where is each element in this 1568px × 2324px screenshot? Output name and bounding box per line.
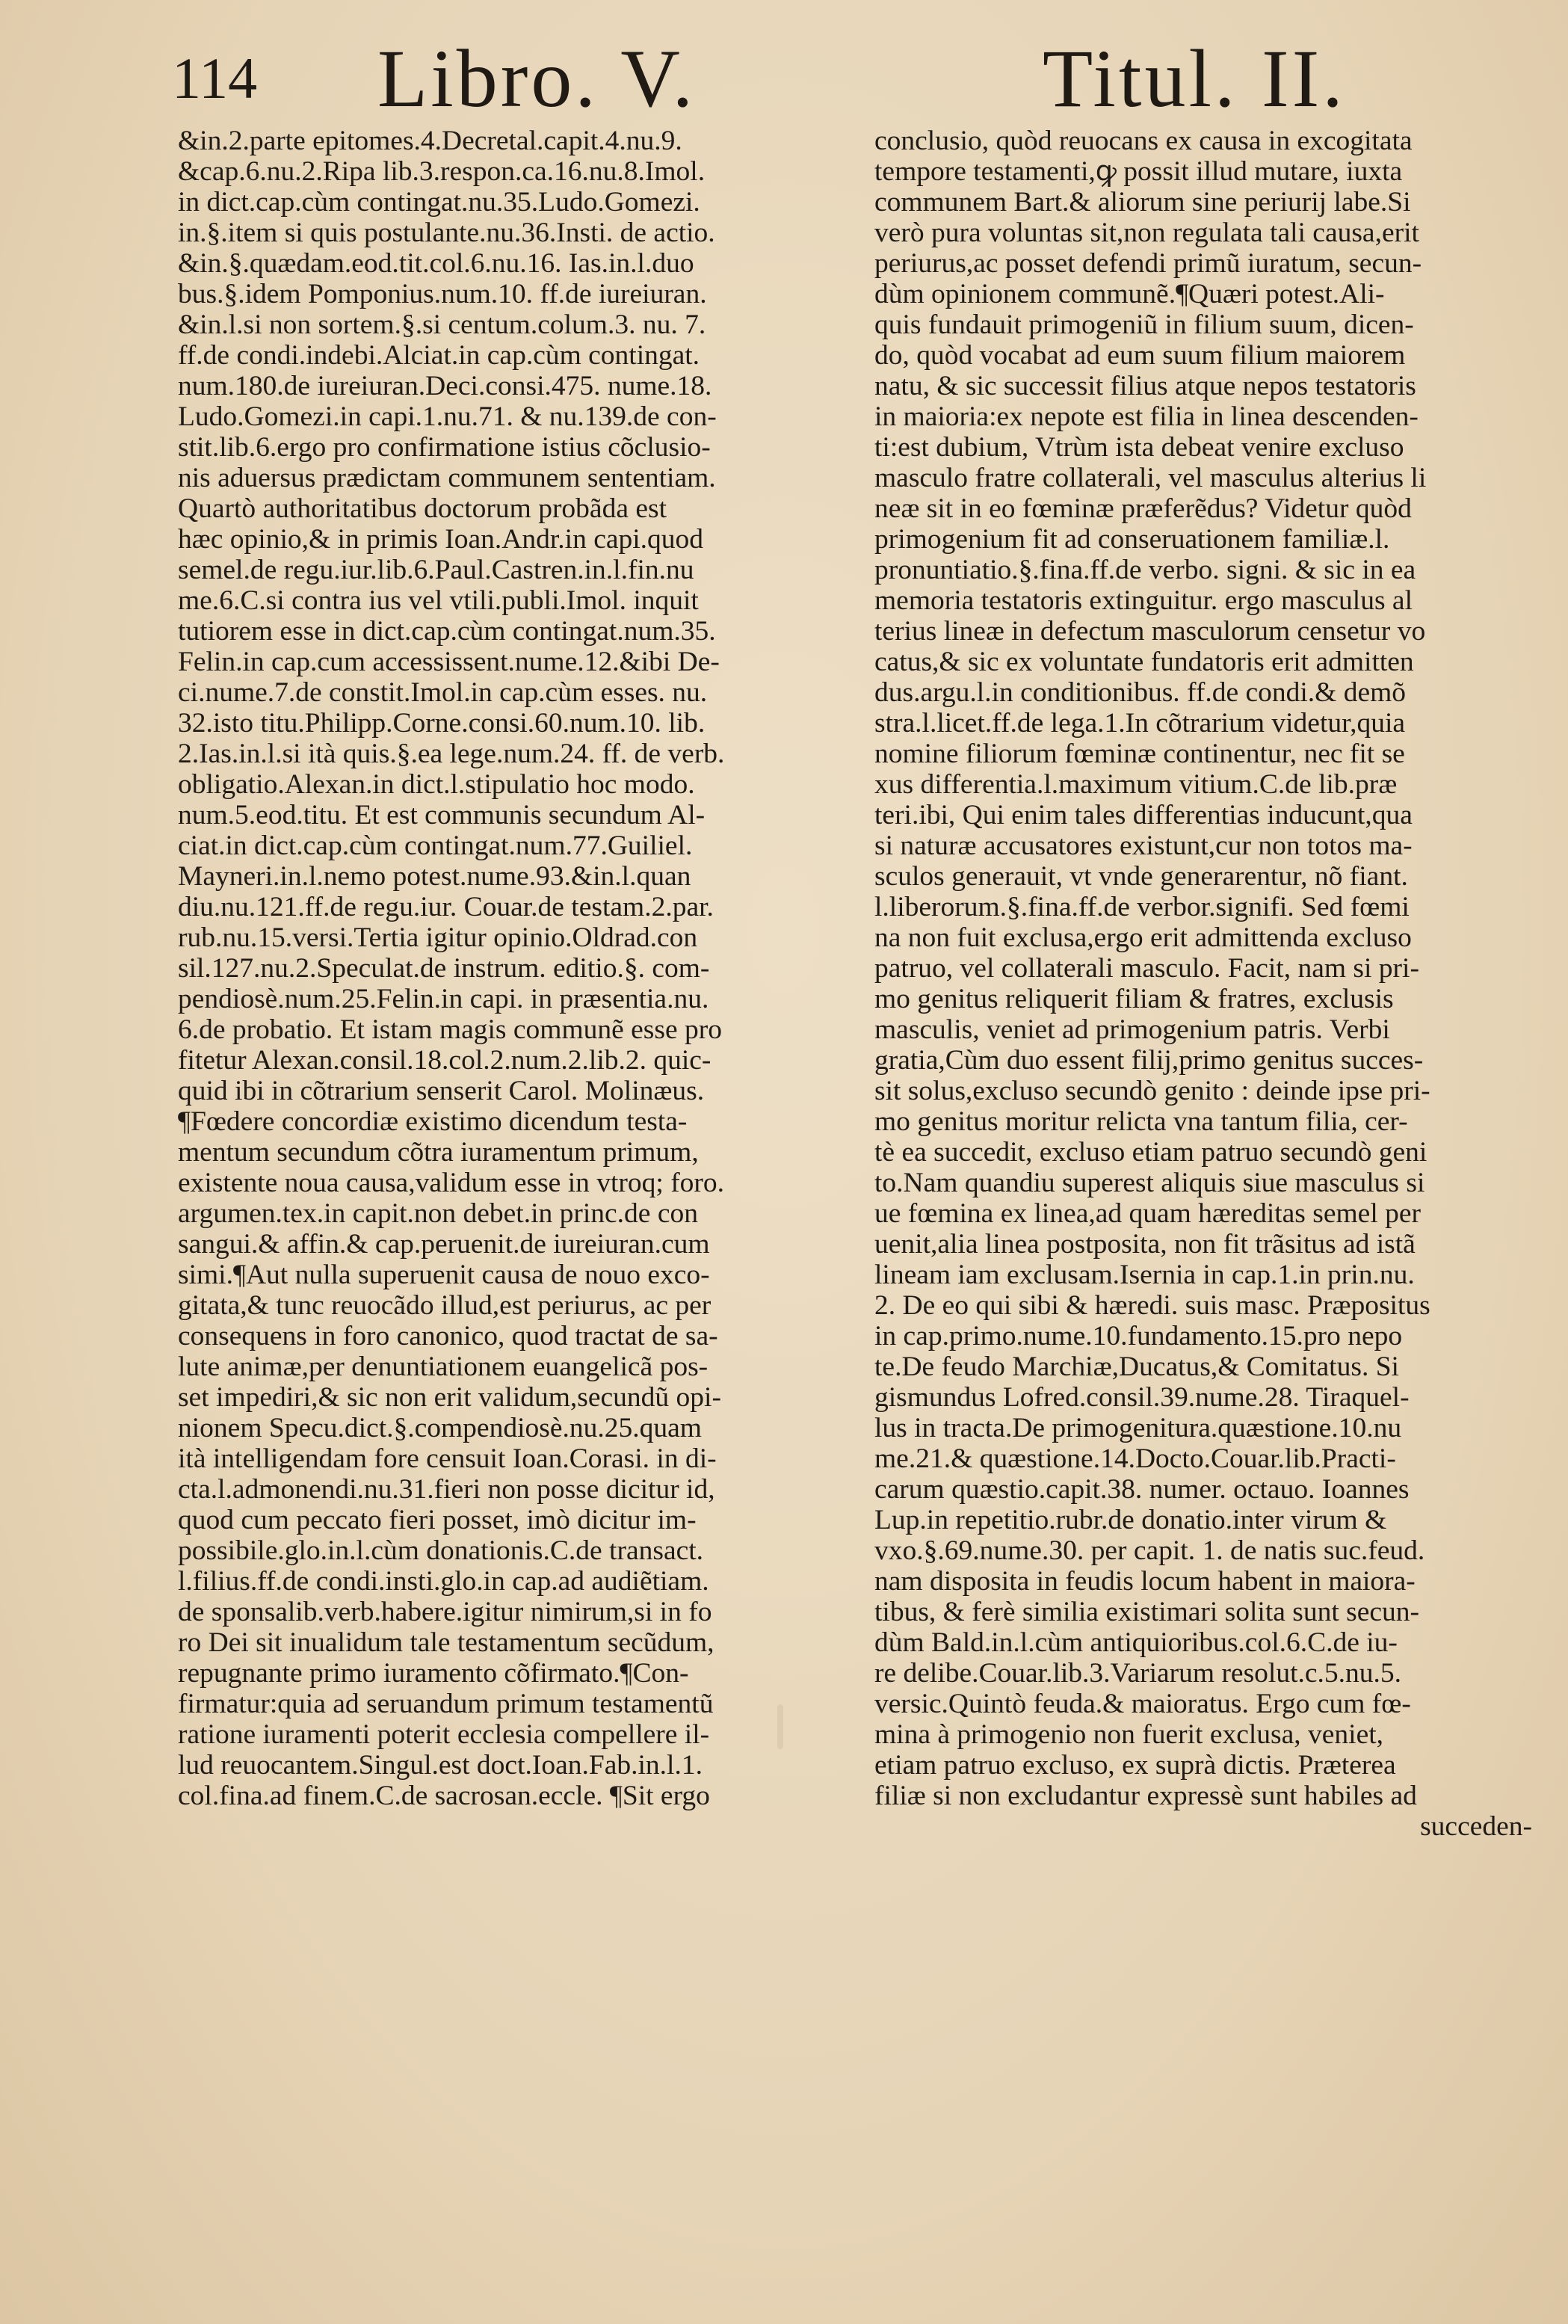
text-line: 32.isto titu.Philipp.Corne.consi.60.num.10. lib. (178, 708, 706, 739)
text-line: carum quæstio.capit.38. numer. octauo. Ioannes (874, 1474, 1410, 1505)
text-line: &cap.6.nu.2.Ripa lib.3.respon.ca.16.nu.8.Imol. (178, 156, 706, 187)
text-line: masculis, veniet ad primogenium patris. Verbi (874, 1014, 1390, 1045)
text-line: Ludo.Gomezi.in capi.1.nu.71. & nu.139.de con- (178, 401, 717, 432)
text-line: uenit,alia linea postposita, non fit trãsitus ad istã (874, 1229, 1416, 1260)
text-line: &in.§.quædam.eod.tit.col.6.nu.16. Ias.in.l.duo (178, 248, 694, 279)
text-line: memoria testatoris extinguitur. ergo masculus al (874, 585, 1413, 616)
paper-blemish (777, 1704, 783, 1749)
text-line: sculos generauit, vt vnde generarentur, nõ fiant. (874, 861, 1408, 892)
text-line: ratione iuramenti poterit ecclesia compellere il- (178, 1719, 710, 1750)
text-line: dùm opinionem communẽ.¶Quæri potest.Ali- (874, 279, 1385, 309)
text-line: 2. De eo qui sibi & hæredi. suis masc. Præpositus (874, 1290, 1430, 1321)
text-line: sangui.& affin.& cap.peruenit.de iureiuran.cum (178, 1229, 710, 1260)
text-line: num.180.de iureiuran.Deci.consi.475. nume.18. (178, 371, 712, 401)
text-line: in dict.cap.cùm contingat.nu.35.Ludo.Gomezi. (178, 187, 700, 218)
text-line: argumen.tex.in capit.non debet.in princ.de con (178, 1198, 698, 1229)
text-line: de sponsalib.verb.habere.igitur nimirum,si in fo (178, 1597, 712, 1627)
text-line: re delibe.Couar.lib.3.Variarum resolut.c.5.nu.5. (874, 1658, 1402, 1689)
text-line: catus,& sic ex voluntate fundatoris erit admitten (874, 647, 1414, 677)
text-line: dus.argu.l.in conditionibus. ff.de condi.& demõ (874, 677, 1407, 708)
text-line: Lup.in repetitio.rubr.de donatio.inter virum & (874, 1505, 1387, 1535)
text-line: communem Bart.& aliorum sine periurij labe.Si (874, 187, 1411, 218)
text-line: nis aduersus prædictam communem sententiam. (178, 463, 716, 493)
text-line: terius lineæ in defectum masculorum censetur vo (874, 616, 1426, 647)
text-line: natu, & sic successit filius atque nepos testatoris (874, 371, 1416, 401)
text-line: ci.nume.7.de constit.Imol.in cap.cùm esses. nu. (178, 677, 708, 708)
text-line: mo genitus moritur relicta vna tantum filia, cer- (874, 1106, 1408, 1137)
text-line: simi.¶Aut nulla superuenit causa de nouo exco- (178, 1260, 710, 1290)
text-line: rub.nu.15.versi.Tertia igitur opinio.Oldrad.con (178, 922, 698, 953)
catchword: succeden- (1420, 1811, 1532, 1842)
text-line: pronuntiatio.§.fina.ff.de verbo. signi. & sic in ea (874, 555, 1416, 585)
text-line: sil.127.nu.2.Speculat.de instrum. editio.§. com- (178, 953, 710, 984)
text-line: do, quòd vocabat ad eum suum filium maiorem (874, 340, 1406, 371)
text-line: 2.Ias.in.l.si ità quis.§.ea lege.num.24. ff. de verb. (178, 739, 725, 769)
text-line: repugnante primo iuramento cõfirmato.¶Con- (178, 1658, 689, 1689)
text-line: existente noua causa,validum esse in vtroq; foro. (178, 1168, 725, 1198)
text-line: ro Dei sit inualidum tale testamentum secũdum, (178, 1627, 714, 1658)
text-line: vxo.§.69.nume.30. per capit. 1. de natis suc.feud. (874, 1535, 1425, 1566)
text-line: lineam iam exclusam.Isernia in cap.1.in prin.nu. (874, 1260, 1415, 1290)
right-text-column (874, 126, 1532, 1842)
text-line: possibile.glo.in.l.cùm donationis.C.de transact. (178, 1535, 704, 1566)
text-line: neæ sit in eo fœminæ præferẽdus? Videtur quòd (874, 493, 1412, 524)
text-line: tutiorem esse in dict.cap.cùm contingat.num.35. (178, 616, 716, 647)
text-line: stit.lib.6.ergo pro confirmatione istius cõclusio- (178, 432, 711, 463)
text-line: ciat.in dict.cap.cùm contingat.num.77.Guiliel. (178, 830, 693, 861)
text-line: pendiosè.num.25.Felin.in capi. in præsentia.nu. (178, 984, 709, 1014)
text-line: ue fœmina ex linea,ad quam hæreditas semel per (874, 1198, 1421, 1229)
text-line: periurus,ac posset defendi primũ iuratum, secun- (874, 248, 1422, 279)
text-line: &in.l.si non sortem.§.si centum.colum.3. nu. 7. (178, 309, 706, 340)
text-line: tè ea succedit, excluso etiam patruo secundò geni (874, 1137, 1427, 1168)
text-line: firmatur:quia ad seruandum primum testamentũ (178, 1689, 714, 1719)
text-line: nam disposita in feudis locum habent in maiora- (874, 1566, 1416, 1597)
text-line: quod cum peccato fieri posset, imò dicitur im- (178, 1505, 697, 1535)
text-line: in.§.item si quis postulante.nu.36.Insti. de actio. (178, 218, 715, 248)
text-line: Quartò authoritatibus doctorum probãda est (178, 493, 667, 524)
text-line: ¶Fœdere concordiæ existimo dicendum testa- (178, 1106, 688, 1137)
text-line: tempore testamenti,ꝙ possit illud mutare, iuxta (874, 156, 1403, 187)
text-line: mentum secundum cõtra iuramentum primum, (178, 1137, 699, 1168)
text-line: sit solus,excluso secundò genito : deinde ipse pri- (874, 1076, 1430, 1106)
text-line: lute animæ,per denuntiationem euangelicã pos- (178, 1351, 709, 1382)
text-line: dùm Bald.in.l.cùm antiquioribus.col.6.C.de iu- (874, 1627, 1398, 1658)
text-line: quis fundauit primogeniũ in filium suum, dicen- (874, 309, 1414, 340)
text-line: fitetur Alexan.consil.18.col.2.num.2.lib.2. quic- (178, 1045, 712, 1076)
text-line: l.liberorum.§.fina.ff.de verbor.signifi. Sed fœmi (874, 892, 1410, 922)
text-line: bus.§.idem Pomponius.num.10. ff.de iureiuran. (178, 279, 707, 309)
text-line: quid ibi in cõtrarium senserit Carol. Molinæus. (178, 1076, 705, 1106)
text-line: nomine filiorum fœminæ continentur, nec fit se (874, 739, 1405, 769)
text-line: mina à primogenio non fuerit exclusa, veniet, (874, 1719, 1384, 1750)
text-line: me.21.& quæstione.14.Docto.Couar.lib.Practi- (874, 1443, 1396, 1474)
text-line: te.De feudo Marchiæ,Ducatus,& Comitatus. Si (874, 1351, 1399, 1382)
text-line: primogenium fit ad conseruationem familiæ.l. (874, 524, 1390, 555)
text-line: lud reuocantem.Singul.est doct.Ioan.Fab.in.l.1. (178, 1750, 703, 1781)
text-line: set impediri,& sic non erit validum,secundũ opi- (178, 1382, 721, 1413)
text-line: xus differentia.l.maximum vitium.C.de lib.præ (874, 769, 1398, 800)
text-line: num.5.eod.titu. Et est communis secundum Al- (178, 800, 706, 830)
text-line: gitata,& tunc reuocãdo illud,est periurus, ac per (178, 1290, 712, 1321)
text-line: ità intelligendam fore censuit Ioan.Corasi. in di- (178, 1443, 717, 1474)
text-line: si naturæ accusatores existunt,cur non totos ma- (874, 830, 1413, 861)
text-line: gismundus Lofred.consil.39.nume.28. Tiraquel- (874, 1382, 1410, 1413)
text-line: nionem Specu.dict.§.compendiosè.nu.25.quam (178, 1413, 702, 1443)
left-text-column (178, 126, 836, 1811)
text-line: col.fina.ad finem.C.de sacrosan.eccle. ¶Sit ergo (178, 1781, 710, 1811)
text-line: semel.de regu.iur.lib.6.Paul.Castren.in.l.fin.nu (178, 555, 694, 585)
text-line: 6.de probatio. Et istam magis communẽ esse pro (178, 1014, 722, 1045)
text-line: &in.2.parte epitomes.4.Decretal.capit.4.nu.9. (178, 126, 682, 156)
text-line: l.filius.ff.de condi.insti.glo.in cap.ad audiẽtiam. (178, 1566, 709, 1597)
text-line: hæc opinio,& in primis Ioan.Andr.in capi.quod (178, 524, 704, 555)
text-line: masculo fratre collaterali, vel masculus alterius li (874, 463, 1427, 493)
text-line: patruo, vel collaterali masculo. Facit, nam si pri- (874, 953, 1419, 984)
title-heading: Titul. II. (1043, 33, 1346, 124)
text-line: gratia,Cùm duo essent filij,primo genitus succes- (874, 1045, 1424, 1076)
text-line: versic.Quintò feuda.& maioratus. Ergo cum fœ- (874, 1689, 1411, 1719)
text-line: filiæ si non excludantur expressè sunt habiles ad (874, 1781, 1417, 1811)
text-line: teri.ibi, Qui enim tales differentias inducunt,qua (874, 800, 1413, 830)
running-head: Libro. V. (377, 33, 697, 124)
page-header (0, 30, 1568, 127)
page-number: 114 (172, 46, 258, 111)
text-line: verò pura voluntas sit,non regulata tali causa,erit (874, 218, 1419, 248)
text-line: consequens in foro canonico, quod tractat de sa- (178, 1321, 718, 1351)
text-line: obligatio.Alexan.in dict.l.stipulatio hoc modo. (178, 769, 695, 800)
text-line: me.6.C.si contra ius vel vtili.publi.Imol. inquit (178, 585, 699, 616)
text-line: cta.l.admonendi.nu.31.fieri non posse dicitur id, (178, 1474, 715, 1505)
text-line: lus in tracta.De primogenitura.quæstione.10.nu (874, 1413, 1402, 1443)
text-line: in cap.primo.nume.10.fundamento.15.pro nepo (874, 1321, 1403, 1351)
text-line: ti:est dubium, Vtrùm ista debeat venire excluso (874, 432, 1404, 463)
text-line: in maioria:ex nepote est filia in linea descenden- (874, 401, 1419, 432)
text-line: na non fuit exclusa,ergo erit admittenda excluso (874, 922, 1412, 953)
text-line: ff.de condi.indebi.Alciat.in cap.cùm contingat. (178, 340, 700, 371)
text-line: conclusio, quòd reuocans ex causa in excogitata (874, 126, 1413, 156)
text-line: stra.l.licet.ff.de lega.1.In cõtrarium videtur,quia (874, 708, 1406, 739)
text-line: etiam patruo excluso, ex suprà dictis. Præterea (874, 1750, 1396, 1781)
text-line: mo genitus reliquerit filiam & fratres, exclusis (874, 984, 1394, 1014)
text-line: Felin.in cap.cum accessissent.nume.12.&ibi De- (178, 647, 720, 677)
text-line: to.Nam quandiu superest aliquis siue masculus si (874, 1168, 1425, 1198)
text-line: Mayneri.in.l.nemo potest.nume.93.&in.l.quan (178, 861, 691, 892)
text-line: diu.nu.121.ff.de regu.iur. Couar.de testam.2.par. (178, 892, 714, 922)
text-line: tibus, & ferè similia existimari solita sunt secun- (874, 1597, 1420, 1627)
